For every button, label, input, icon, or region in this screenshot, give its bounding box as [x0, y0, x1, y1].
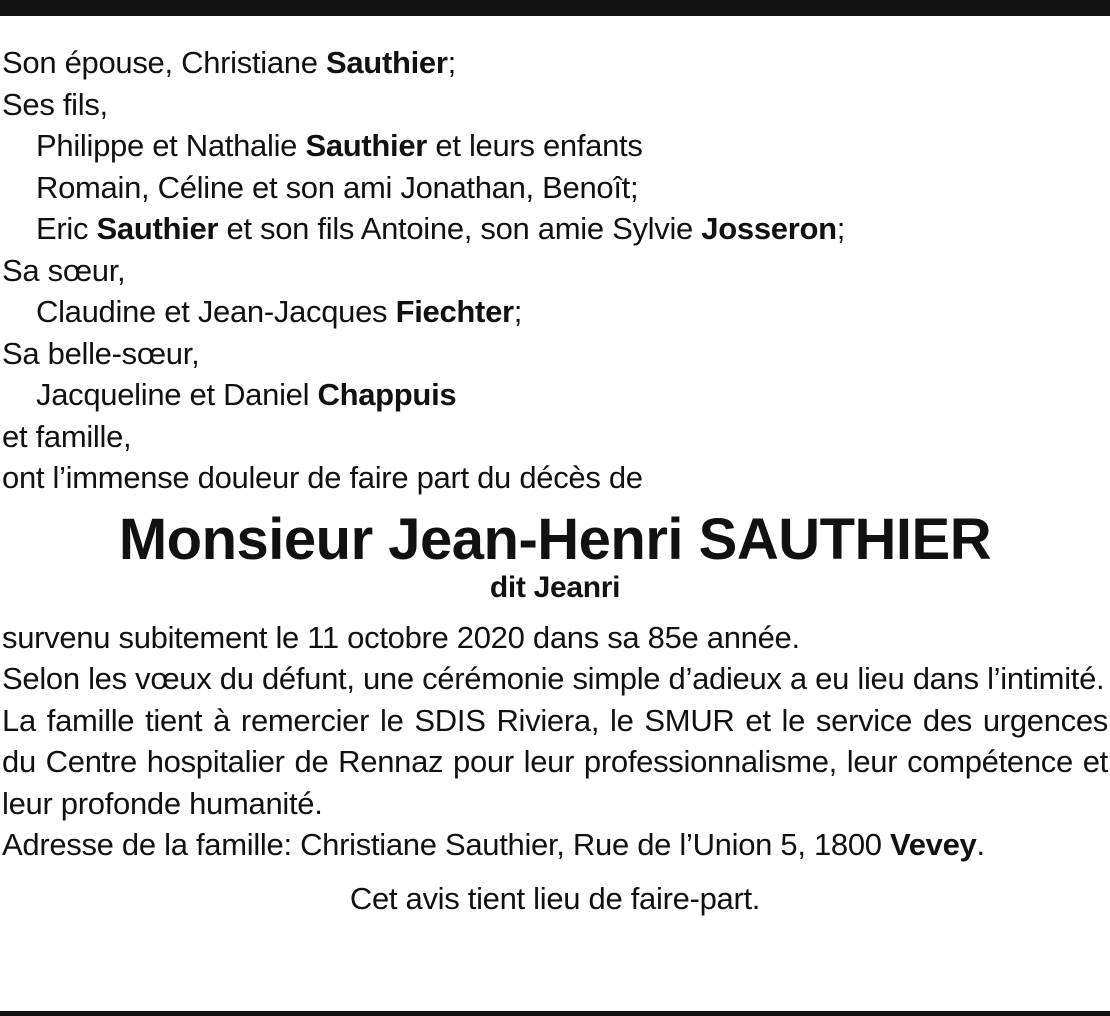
family-line-sister-in-law-heading: Sa belle-sœur, [2, 335, 200, 371]
thanks-paragraph: La famille tient à remercier le SDIS Riviera, le SMUR et le service des urgences du Centre hospitalier de Rennaz pour leur professionnalisme, leur compétence et leur profonde humanité. [2, 702, 1108, 821]
deceased-nickname: dit Jeanri [489, 570, 621, 604]
family-line-claudine: Claudine et Jean-Jacques Fiechter; [36, 294, 523, 329]
family-line-philippe: Philippe et Nathalie Sauthier et leurs enfants [36, 128, 643, 163]
top-rule [0, 0, 1110, 16]
family-line-sister-heading: Sa sœur, [2, 252, 126, 288]
obituary-notice [2, 42, 1108, 919]
family-line-eric: Eric Sauthier et son fils Antoine, son amie Sylvie Josseron; [36, 211, 846, 246]
family-line-sons-heading: Ses fils, [2, 86, 108, 122]
family-line-jacqueline: Jacqueline et Daniel Chappuis [36, 377, 457, 412]
death-date-paragraph: survenu subitement le 11 octobre 2020 dans sa 85e année. [2, 619, 800, 655]
announcement-line: ont l’immense douleur de faire part du décès de [2, 460, 643, 495]
family-line-spouse: Son épouse, Christiane Sauthier; [2, 45, 456, 80]
ceremony-paragraph: Selon les vœux du défunt, une cérémonie simple d’adieux a eu lieu dans l’intimité. [2, 661, 1105, 696]
family-address: Adresse de la famille: Christiane Sauthier, Rue de l’Union 5, 1800 Vevey. [2, 827, 985, 862]
deceased-name: Monsieur Jean-Henri SAUTHIER [118, 506, 992, 572]
deceased-block [2, 507, 1108, 603]
family-line-family: et famille, [2, 418, 132, 454]
family-line-grandchildren: Romain, Céline et son ami Jonathan, Benoît; [36, 169, 639, 205]
closing-note: Cet avis tient lieu de faire-part. [349, 880, 761, 916]
bottom-rule [0, 1011, 1110, 1016]
